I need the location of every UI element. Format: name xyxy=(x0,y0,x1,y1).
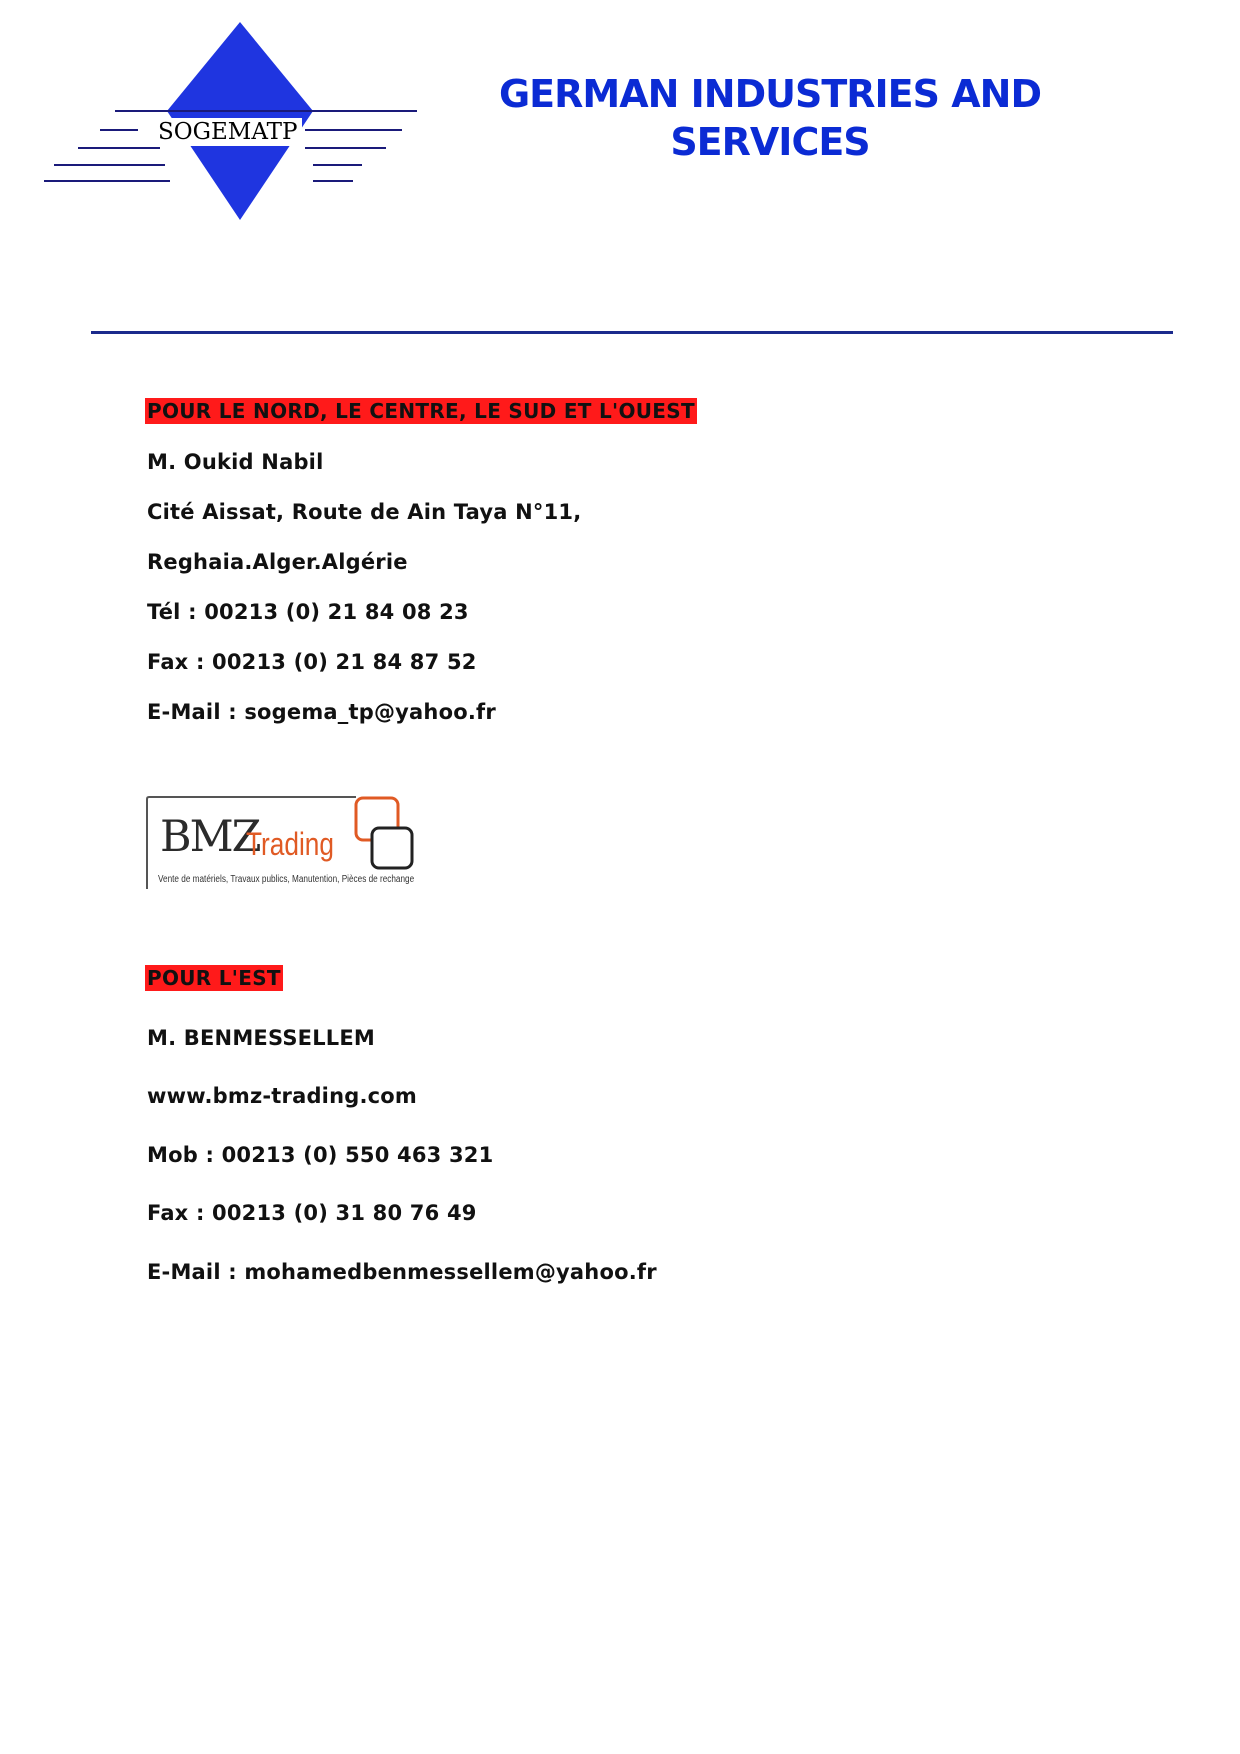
sogematp-logo xyxy=(30,18,430,228)
fax-north: Fax : 00213 (0) 21 84 87 52 xyxy=(147,650,477,674)
section-heading-east: POUR L'EST xyxy=(147,966,281,990)
bmz-name: BMZ xyxy=(160,812,260,862)
email-east: E-Mail : mohamedbenmessellem@yahoo.fr xyxy=(147,1260,657,1284)
fax-east: Fax : 00213 (0) 31 80 76 49 xyxy=(147,1201,477,1225)
title-line-2: SERVICES xyxy=(670,120,870,164)
title-line-1: GERMAN INDUSTRIES AND xyxy=(498,72,1041,116)
bmz-trading-logo xyxy=(146,796,416,890)
address-line-2: Reghaia.Alger.Algérie xyxy=(147,550,408,574)
mobile-east: Mob : 00213 (0) 550 463 321 xyxy=(147,1143,494,1167)
email-north: E-Mail : sogema_tp@yahoo.fr xyxy=(147,700,496,724)
company-title xyxy=(485,70,1055,166)
section-heading-north: POUR LE NORD, LE CENTRE, LE SUD ET L'OUEST xyxy=(147,399,695,423)
contact-name-north: M. Oukid Nabil xyxy=(147,450,324,474)
phone-north: Tél : 00213 (0) 21 84 08 23 xyxy=(147,600,469,624)
black-square-icon xyxy=(372,828,412,868)
bmz-trading-text: Trading xyxy=(246,826,334,862)
logo-wordmark: SOGEMATP xyxy=(154,118,302,146)
contact-name-east: M. BENMESSELLEM xyxy=(147,1026,376,1050)
address-line-1: Cité Aissat, Route de Ain Taya N°11, xyxy=(147,500,582,524)
header-divider xyxy=(91,331,1173,334)
website-east: www.bmz-trading.com xyxy=(147,1084,418,1108)
bmz-tagline: Vente de matériels, Travaux publics, Manutention, Pièces de rechange xyxy=(158,874,415,885)
